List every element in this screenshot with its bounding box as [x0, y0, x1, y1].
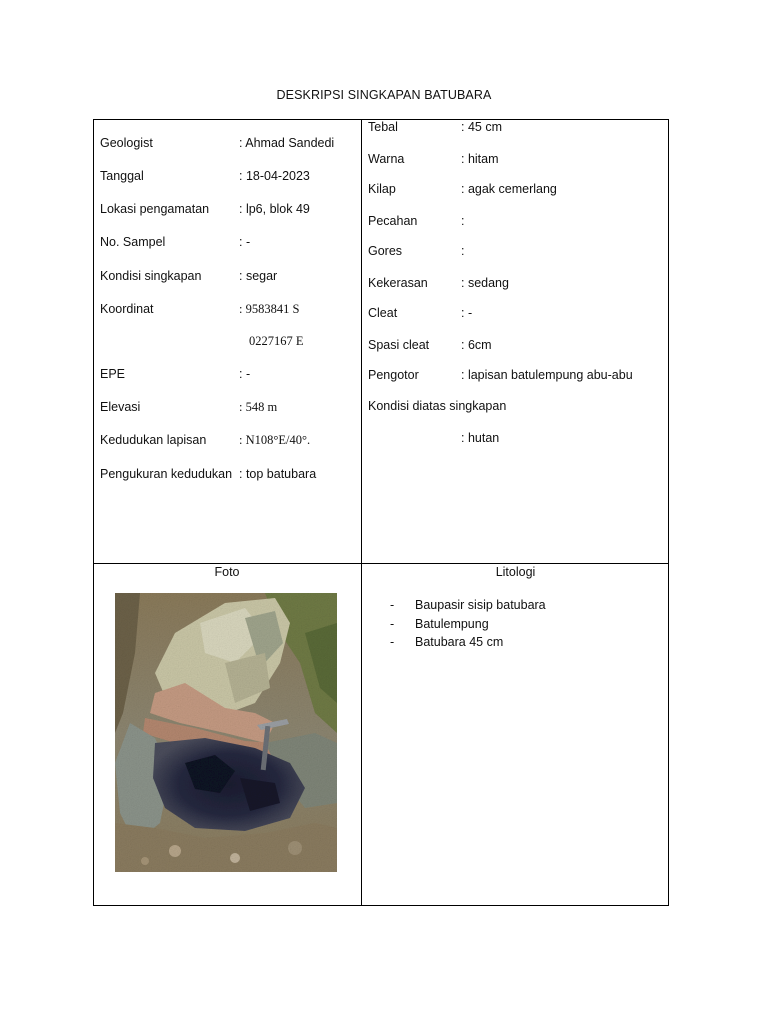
field-value: : segar: [239, 269, 278, 283]
field-label: Kedudukan lapisan: [100, 433, 207, 447]
field-value: : 9583841 S: [239, 302, 300, 316]
field-value: 0227167 E: [249, 334, 304, 348]
field-value: : sedang: [461, 276, 509, 290]
field-value: :: [461, 214, 465, 228]
field-value: : N108°E/40°.: [239, 433, 311, 447]
table-row-divider: [93, 563, 669, 564]
field-value: : -: [239, 367, 251, 381]
field-value: :: [461, 244, 465, 258]
field-value: : lp6, blok 49: [239, 202, 310, 216]
field-value: : -: [461, 306, 473, 320]
field-label: Pengukuran kedudukan: [100, 467, 233, 481]
field-label: Kondisi singkapan: [100, 269, 202, 283]
field-label: Cleat: [368, 306, 398, 320]
field-label: Kilap: [368, 182, 396, 196]
field-value: : -: [239, 235, 251, 249]
list-item-text: Batubara 45 cm: [415, 635, 504, 650]
field-label: Warna: [368, 152, 405, 166]
field-label: EPE: [100, 367, 126, 381]
field-value: : Ahmad Sandedi: [239, 136, 335, 150]
field-label: Spasi cleat: [368, 338, 430, 352]
list-bullet: -: [390, 635, 395, 650]
table-column-divider: [361, 119, 362, 906]
field-label: Pengotor: [368, 368, 419, 382]
field-value: : 45 cm: [461, 120, 502, 134]
list-item-text: Baupasir sisip batubara: [415, 598, 546, 612]
field-value: : hitam: [461, 152, 499, 166]
list-item-text: Batulempung: [415, 616, 489, 631]
field-value: : 18-04-2023: [239, 169, 310, 183]
foto-heading: Foto: [214, 565, 240, 579]
list-item: [390, 633, 546, 652]
field-value: : 6cm: [461, 338, 492, 352]
field-value: : hutan: [461, 431, 500, 445]
field-label: No. Sampel: [100, 235, 166, 249]
list-item: [390, 596, 546, 615]
list-item: [390, 615, 546, 634]
field-label: Tebal: [368, 120, 398, 134]
field-label: Elevasi: [100, 400, 141, 414]
field-label: Kekerasan: [368, 276, 428, 290]
litologi-heading: Litologi: [495, 565, 536, 579]
list-bullet: -: [390, 598, 395, 612]
litologi-list: [390, 596, 546, 652]
field-value: : lapisan batulempung abu-abu: [461, 368, 633, 382]
field-value: : agak cemerlang: [461, 182, 557, 196]
list-bullet: -: [390, 616, 395, 631]
field-label: Koordinat: [100, 302, 154, 316]
field-label: Tanggal: [100, 169, 144, 183]
field-label: Pecahan: [368, 214, 418, 228]
field-label: Gores: [368, 244, 403, 258]
field-label: Lokasi pengamatan: [100, 202, 210, 216]
outcrop-photo: [115, 593, 337, 872]
field-value: : top batubara: [239, 467, 317, 481]
field-label: Geologist: [100, 136, 153, 150]
field-value: : 548 m: [239, 400, 278, 414]
field-label: Kondisi diatas singkapan: [368, 399, 507, 413]
document-title: DESKRIPSI SINGKAPAN BATUBARA: [276, 88, 492, 102]
